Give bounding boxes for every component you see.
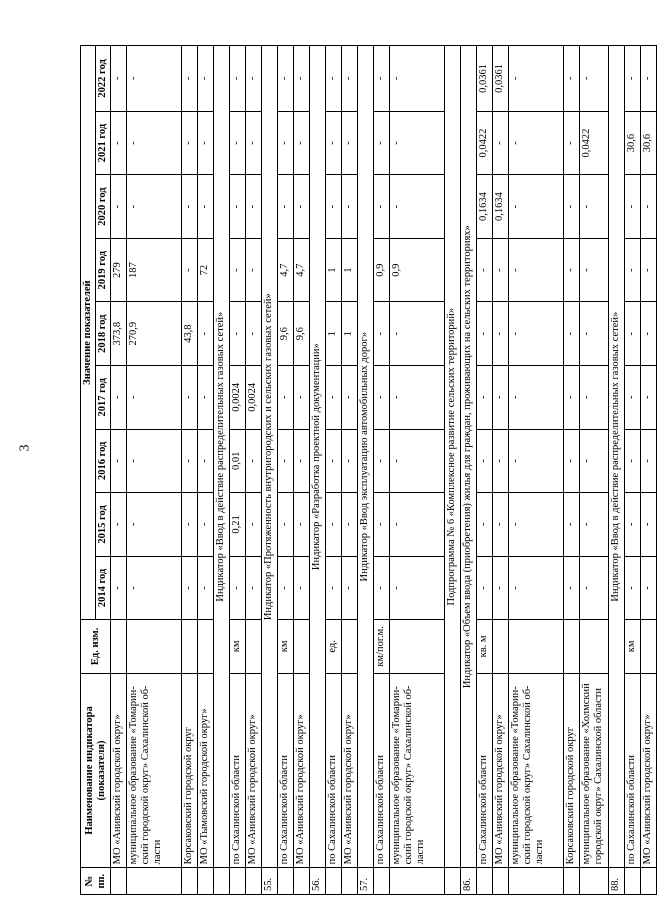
value-cell: 0,21 bbox=[230, 493, 246, 557]
value-cell: - bbox=[493, 365, 509, 429]
table-row bbox=[182, 46, 198, 895]
indicator-header-row bbox=[358, 46, 374, 895]
value-cell: - bbox=[278, 493, 294, 557]
value-cell: - bbox=[509, 365, 564, 429]
value-cell: - bbox=[127, 365, 182, 429]
header-year: 2015 год bbox=[96, 493, 111, 557]
indicator-name: МО «Анивский городской округ» bbox=[246, 673, 262, 868]
indicator-name: по Сахалинской области bbox=[230, 673, 246, 868]
value-cell: - bbox=[342, 46, 358, 112]
table-row bbox=[278, 46, 294, 895]
indicator-title: Индикатор «Объем ввода (приобретения) жилья для граждан, проживающих на сельских территориях» bbox=[461, 46, 477, 868]
value-cell: - bbox=[641, 175, 657, 239]
table-row bbox=[564, 46, 580, 895]
value-cell: - bbox=[580, 238, 609, 302]
value-cell: - bbox=[509, 429, 564, 493]
value-cell: - bbox=[230, 46, 246, 112]
indicator-name: муниципальное образование «Холмский городской округ» Сахалинской области bbox=[580, 673, 609, 868]
value-cell: - bbox=[342, 493, 358, 557]
value-cell: - bbox=[182, 429, 198, 493]
row-number bbox=[580, 868, 609, 895]
unit-cell bbox=[641, 620, 657, 673]
indicator-name: МО «Анивский городской округ» bbox=[111, 673, 127, 868]
value-cell: - bbox=[374, 175, 390, 239]
value-cell: - bbox=[509, 493, 564, 557]
value-cell: - bbox=[477, 238, 493, 302]
value-cell: - bbox=[198, 429, 214, 493]
unit-cell: км bbox=[625, 620, 641, 673]
table-row bbox=[477, 46, 493, 895]
value-cell: - bbox=[625, 46, 641, 112]
indicator-title: Индикатор «Ввод эксплуатацию автомобильных дорог» bbox=[358, 46, 374, 868]
value-cell: 270,9 bbox=[127, 302, 182, 366]
row-number bbox=[493, 868, 509, 895]
value-cell: 4,7 bbox=[278, 238, 294, 302]
value-cell: - bbox=[625, 302, 641, 366]
value-cell: - bbox=[625, 365, 641, 429]
value-cell: - bbox=[326, 46, 342, 112]
value-cell: - bbox=[390, 46, 445, 112]
value-cell: 0,0361 bbox=[493, 46, 509, 112]
row-number: 55. bbox=[262, 868, 278, 895]
value-cell: - bbox=[198, 556, 214, 620]
value-cell: - bbox=[641, 493, 657, 557]
value-cell: - bbox=[230, 302, 246, 366]
value-cell: - bbox=[493, 238, 509, 302]
value-cell: 373,8 bbox=[111, 302, 127, 366]
unit-cell bbox=[342, 620, 358, 673]
value-cell: - bbox=[580, 46, 609, 112]
value-cell: - bbox=[127, 556, 182, 620]
table-row bbox=[374, 46, 390, 895]
value-cell: - bbox=[326, 429, 342, 493]
value-cell: - bbox=[246, 46, 262, 112]
indicator-title: Индикатор «Протяженность внутригородских и сельских газовых сетей» bbox=[262, 46, 278, 868]
value-cell: - bbox=[198, 493, 214, 557]
value-cell: - bbox=[374, 111, 390, 175]
table-row bbox=[342, 46, 358, 895]
value-cell: - bbox=[390, 111, 445, 175]
unit-cell bbox=[390, 620, 445, 673]
value-cell: 43,8 bbox=[182, 302, 198, 366]
value-cell: - bbox=[625, 175, 641, 239]
value-cell: - bbox=[230, 111, 246, 175]
value-cell: - bbox=[127, 111, 182, 175]
value-cell: - bbox=[198, 175, 214, 239]
value-cell: - bbox=[641, 365, 657, 429]
value-cell: - bbox=[493, 556, 509, 620]
unit-cell bbox=[564, 620, 580, 673]
value-cell: - bbox=[342, 429, 358, 493]
value-cell: - bbox=[564, 365, 580, 429]
value-cell: 0,1634 bbox=[477, 175, 493, 239]
value-cell: 30,6 bbox=[625, 111, 641, 175]
table-row bbox=[111, 46, 127, 895]
value-cell: - bbox=[390, 493, 445, 557]
value-cell: 0,9 bbox=[390, 238, 445, 302]
value-cell: 0,1634 bbox=[493, 175, 509, 239]
row-number bbox=[326, 868, 342, 895]
unit-cell: км bbox=[230, 620, 246, 673]
value-cell: - bbox=[278, 175, 294, 239]
value-cell: - bbox=[246, 429, 262, 493]
unit-cell: км bbox=[278, 620, 294, 673]
value-cell: - bbox=[580, 493, 609, 557]
value-cell: - bbox=[127, 175, 182, 239]
value-cell: - bbox=[390, 175, 445, 239]
value-cell: - bbox=[246, 111, 262, 175]
row-number bbox=[246, 868, 262, 895]
value-cell: - bbox=[509, 238, 564, 302]
table-row bbox=[625, 46, 641, 895]
value-cell: - bbox=[493, 429, 509, 493]
indicator-title: Индикатор «Ввод в действие распределительных газовых сетей» bbox=[214, 46, 230, 868]
value-cell: - bbox=[127, 429, 182, 493]
value-cell: - bbox=[509, 46, 564, 112]
table-row bbox=[390, 46, 445, 895]
table-row bbox=[246, 46, 262, 895]
value-cell: - bbox=[326, 175, 342, 239]
value-cell: - bbox=[111, 365, 127, 429]
value-cell: 0,0024 bbox=[230, 365, 246, 429]
value-cell: - bbox=[374, 429, 390, 493]
unit-cell: км/пог.м. bbox=[374, 620, 390, 673]
unit-cell bbox=[509, 620, 564, 673]
value-cell: - bbox=[641, 429, 657, 493]
table-row bbox=[641, 46, 657, 895]
value-cell: 0,0422 bbox=[580, 111, 609, 175]
indicator-header-row bbox=[445, 46, 461, 895]
value-cell: - bbox=[246, 493, 262, 557]
value-cell: - bbox=[111, 111, 127, 175]
value-cell: - bbox=[326, 111, 342, 175]
row-number: 86. bbox=[461, 868, 477, 895]
indicator-name: муниципальное образование «Томарин-ский городской округ» Сахалинской об-ласти bbox=[509, 673, 564, 868]
value-cell: - bbox=[342, 175, 358, 239]
value-cell: - bbox=[198, 111, 214, 175]
indicator-name: муниципальное образование «Томарин-ский городской округ» Сахалинской об-ласти bbox=[390, 673, 445, 868]
indicator-name: по Сахалинской области bbox=[477, 673, 493, 868]
value-cell: 0,0361 bbox=[477, 46, 493, 112]
value-cell: - bbox=[278, 46, 294, 112]
row-number bbox=[230, 868, 246, 895]
row-number bbox=[390, 868, 445, 895]
indicator-name: по Сахалинской области bbox=[374, 673, 390, 868]
header-name: Наименование индикатора (показателя) bbox=[81, 673, 111, 868]
indicator-title: Индикатор «Разработка проектной документации» bbox=[310, 46, 326, 868]
row-number bbox=[625, 868, 641, 895]
value-cell: - bbox=[182, 365, 198, 429]
value-cell: - bbox=[625, 238, 641, 302]
row-number bbox=[445, 868, 461, 895]
table-row bbox=[580, 46, 609, 895]
table-row bbox=[294, 46, 310, 895]
unit-cell bbox=[127, 620, 182, 673]
value-cell: - bbox=[477, 493, 493, 557]
value-cell: - bbox=[580, 556, 609, 620]
value-cell: - bbox=[390, 429, 445, 493]
value-cell: - bbox=[111, 429, 127, 493]
value-cell: - bbox=[294, 46, 310, 112]
unit-cell bbox=[580, 620, 609, 673]
table-row bbox=[509, 46, 564, 895]
unit-cell bbox=[198, 620, 214, 673]
value-cell: - bbox=[625, 429, 641, 493]
value-cell: 1 bbox=[326, 238, 342, 302]
row-number bbox=[477, 868, 493, 895]
value-cell: - bbox=[564, 429, 580, 493]
unit-cell bbox=[182, 620, 198, 673]
value-cell: - bbox=[564, 556, 580, 620]
row-number: 88. bbox=[609, 868, 625, 895]
value-cell: - bbox=[477, 302, 493, 366]
indicator-name: по Сахалинской области bbox=[625, 673, 641, 868]
value-cell: - bbox=[198, 365, 214, 429]
value-cell: - bbox=[342, 365, 358, 429]
value-cell: - bbox=[111, 175, 127, 239]
row-number bbox=[509, 868, 564, 895]
header-year: 2022 год bbox=[96, 46, 111, 112]
header-values-group: Значение показателей bbox=[81, 46, 96, 620]
indicator-header-row bbox=[609, 46, 625, 895]
value-cell: - bbox=[246, 556, 262, 620]
header-num: № пп. bbox=[81, 868, 111, 895]
indicator-name: Корсаковский городской округ bbox=[564, 673, 580, 868]
unit-cell bbox=[493, 620, 509, 673]
table-row bbox=[493, 46, 509, 895]
value-cell: - bbox=[374, 302, 390, 366]
value-cell: 0,01 bbox=[230, 429, 246, 493]
value-cell: - bbox=[625, 493, 641, 557]
value-cell: 0,0024 bbox=[246, 365, 262, 429]
table-row bbox=[198, 46, 214, 895]
indicator-name: МО «Анивский городской округ» bbox=[641, 673, 657, 868]
value-cell: 0,9 bbox=[374, 238, 390, 302]
value-cell: - bbox=[477, 365, 493, 429]
header-year: 2017 год bbox=[96, 365, 111, 429]
indicator-name: муниципальное образование «Томарин-ский городской округ» Сахалинской об-ласти bbox=[127, 673, 182, 868]
value-cell: - bbox=[641, 302, 657, 366]
value-cell: - bbox=[493, 493, 509, 557]
row-number bbox=[641, 868, 657, 895]
value-cell: - bbox=[230, 556, 246, 620]
row-number bbox=[111, 868, 127, 895]
value-cell: - bbox=[390, 365, 445, 429]
header-year: 2016 год bbox=[96, 429, 111, 493]
value-cell: - bbox=[294, 429, 310, 493]
row-number bbox=[127, 868, 182, 895]
indicator-name: МО «Анивский городской округ» bbox=[493, 673, 509, 868]
value-cell: - bbox=[182, 111, 198, 175]
unit-cell bbox=[111, 620, 127, 673]
value-cell: - bbox=[580, 365, 609, 429]
value-cell: - bbox=[278, 111, 294, 175]
indicator-title: Индикатор «Ввод в действие распределительных газовых сетей» bbox=[609, 46, 625, 868]
value-cell: - bbox=[390, 302, 445, 366]
row-number bbox=[182, 868, 198, 895]
value-cell: 1 bbox=[342, 238, 358, 302]
page-number: 3 bbox=[17, 444, 33, 452]
value-cell: - bbox=[493, 302, 509, 366]
value-cell: - bbox=[294, 175, 310, 239]
value-cell: - bbox=[374, 556, 390, 620]
value-cell: 279 bbox=[111, 238, 127, 302]
header-year: 2014 год bbox=[96, 556, 111, 620]
row-number bbox=[214, 868, 230, 895]
value-cell: - bbox=[509, 175, 564, 239]
unit-cell: ед. bbox=[326, 620, 342, 673]
row-number bbox=[564, 868, 580, 895]
value-cell: - bbox=[326, 556, 342, 620]
value-cell: - bbox=[182, 556, 198, 620]
row-number bbox=[342, 868, 358, 895]
value-cell: - bbox=[182, 46, 198, 112]
value-cell: - bbox=[580, 302, 609, 366]
value-cell: - bbox=[127, 46, 182, 112]
indicator-header-row bbox=[310, 46, 326, 895]
value-cell: 9,6 bbox=[294, 302, 310, 366]
value-cell: - bbox=[246, 175, 262, 239]
header-year: 2021 год bbox=[96, 111, 111, 175]
value-cell: 72 bbox=[198, 238, 214, 302]
indicator-header-row bbox=[262, 46, 278, 895]
header-year: 2018 год bbox=[96, 302, 111, 366]
value-cell: - bbox=[326, 365, 342, 429]
value-cell: - bbox=[111, 556, 127, 620]
value-cell: - bbox=[342, 556, 358, 620]
value-cell: - bbox=[342, 111, 358, 175]
value-cell: - bbox=[564, 302, 580, 366]
value-cell: - bbox=[294, 556, 310, 620]
rotated-table-container bbox=[80, 45, 653, 895]
value-cell: 4,7 bbox=[294, 238, 310, 302]
value-cell: - bbox=[374, 46, 390, 112]
value-cell: - bbox=[294, 111, 310, 175]
value-cell: - bbox=[477, 556, 493, 620]
value-cell: - bbox=[294, 365, 310, 429]
unit-cell bbox=[246, 620, 262, 673]
indicator-title: Подпрограмма № 6 «Комплексное развитие сельских территорий» bbox=[445, 46, 461, 868]
value-cell: - bbox=[246, 302, 262, 366]
value-cell: - bbox=[294, 493, 310, 557]
value-cell: - bbox=[564, 238, 580, 302]
value-cell: - bbox=[182, 493, 198, 557]
value-cell: - bbox=[246, 238, 262, 302]
value-cell: 1 bbox=[342, 302, 358, 366]
value-cell: - bbox=[127, 493, 182, 557]
value-cell: - bbox=[111, 46, 127, 112]
value-cell: - bbox=[564, 111, 580, 175]
value-cell: - bbox=[230, 238, 246, 302]
value-cell: 1 bbox=[326, 302, 342, 366]
indicator-name: МО «Анивский городской округ» bbox=[294, 673, 310, 868]
value-cell: - bbox=[509, 556, 564, 620]
value-cell: - bbox=[641, 556, 657, 620]
value-cell: - bbox=[641, 46, 657, 112]
row-number bbox=[278, 868, 294, 895]
value-cell: - bbox=[564, 46, 580, 112]
indicators-table bbox=[80, 45, 657, 895]
row-number: 56. bbox=[310, 868, 326, 895]
value-cell: - bbox=[182, 175, 198, 239]
value-cell: - bbox=[477, 429, 493, 493]
value-cell: - bbox=[580, 429, 609, 493]
header-unit: Ед. изм. bbox=[81, 620, 111, 673]
value-cell: 30,6 bbox=[641, 111, 657, 175]
value-cell: - bbox=[564, 493, 580, 557]
unit-cell bbox=[294, 620, 310, 673]
value-cell: - bbox=[278, 365, 294, 429]
unit-cell: кв. м bbox=[477, 620, 493, 673]
value-cell: 0,0422 bbox=[477, 111, 493, 175]
table-row bbox=[326, 46, 342, 895]
value-cell: - bbox=[278, 556, 294, 620]
indicator-name: по Сахалинской области bbox=[326, 673, 342, 868]
value-cell: - bbox=[625, 556, 641, 620]
table-row bbox=[127, 46, 182, 895]
value-cell: - bbox=[390, 556, 445, 620]
row-number: 57. bbox=[358, 868, 374, 895]
indicator-header-row bbox=[461, 46, 477, 895]
value-cell: - bbox=[198, 302, 214, 366]
indicator-name: по Сахалинской области bbox=[278, 673, 294, 868]
value-cell: - bbox=[198, 46, 214, 112]
header-year: 2019 год bbox=[96, 238, 111, 302]
header-year: 2020 год bbox=[96, 175, 111, 239]
indicator-name: МО «Тымовский городской округ» bbox=[198, 673, 214, 868]
value-cell: 187 bbox=[127, 238, 182, 302]
row-number bbox=[198, 868, 214, 895]
value-cell: - bbox=[493, 111, 509, 175]
value-cell: - bbox=[278, 429, 294, 493]
value-cell: - bbox=[230, 175, 246, 239]
indicator-header-row bbox=[214, 46, 230, 895]
value-cell: - bbox=[509, 302, 564, 366]
value-cell: - bbox=[564, 175, 580, 239]
row-number bbox=[374, 868, 390, 895]
row-number bbox=[294, 868, 310, 895]
value-cell: - bbox=[509, 111, 564, 175]
value-cell: - bbox=[374, 493, 390, 557]
value-cell: - bbox=[641, 238, 657, 302]
table-row bbox=[230, 46, 246, 895]
value-cell: 9,6 bbox=[278, 302, 294, 366]
value-cell: - bbox=[580, 175, 609, 239]
value-cell: - bbox=[374, 365, 390, 429]
value-cell: - bbox=[326, 493, 342, 557]
value-cell: - bbox=[182, 238, 198, 302]
indicator-name: МО «Анивский городской округ» bbox=[342, 673, 358, 868]
indicator-name: Корсаковский городской округ bbox=[182, 673, 198, 868]
value-cell: - bbox=[111, 493, 127, 557]
